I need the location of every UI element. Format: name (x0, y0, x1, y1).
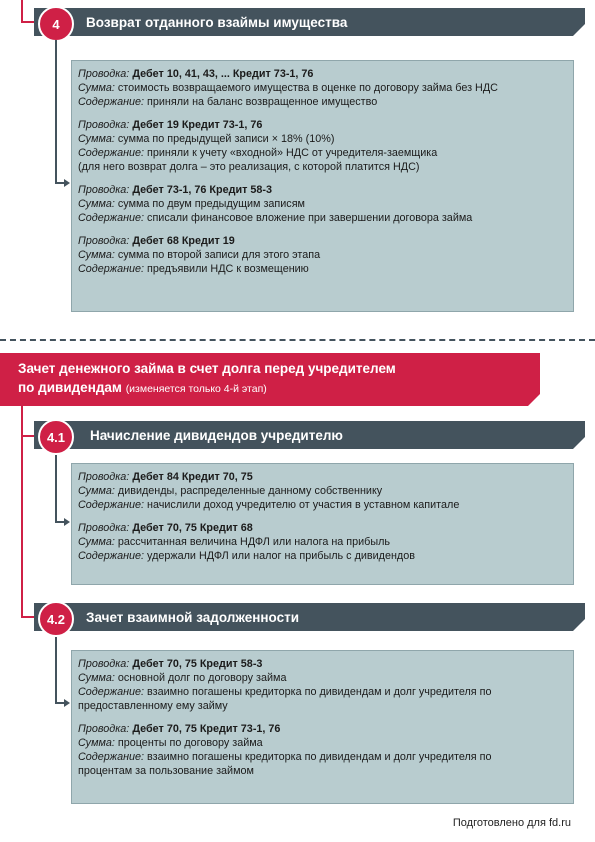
entry-label: Сумма: (78, 249, 115, 261)
entry-line (78, 484, 567, 498)
entry-text: приняли на баланс возвращенное имущество (147, 96, 378, 108)
entry-line (78, 67, 567, 81)
entry-label: Содержание: (78, 550, 145, 562)
stage-header (34, 603, 585, 631)
entry-text: начислили доход учредителю от участия в уставном капитале (147, 499, 460, 511)
connector-line (55, 40, 57, 183)
entry-text: дивиденды, распределенные данному собственнику (117, 485, 383, 497)
entry-accounts: Дебет 19 Кредит 73-1, 76 (132, 119, 263, 131)
entry-text: удержали НДФЛ или налог на прибыль с дивидендов (147, 550, 415, 562)
connector-line (21, 21, 35, 23)
entry-line (78, 81, 567, 95)
entry-text: сумма по двум предыдущим записям (117, 198, 305, 210)
entry-accounts: Дебет 68 Кредит 19 (132, 235, 235, 247)
entry-line (78, 750, 567, 764)
entries-box (71, 463, 574, 585)
posting-entry (78, 657, 567, 713)
entry-line (78, 248, 567, 262)
entry-label: Содержание: (78, 499, 145, 511)
entry-text: рассчитанная величина НДФЛ или налога на прибыль (117, 536, 391, 548)
entry-label: Сумма: (78, 737, 115, 749)
entry-text: основной долг по договору займа (117, 672, 287, 684)
entry-accounts: Дебет 10, 41, 43, ... Кредит 73-1, 76 (132, 68, 314, 80)
entry-line (78, 722, 567, 736)
stage-header (34, 8, 585, 36)
connector-arrow (64, 518, 70, 526)
entry-text: стоимость возвращаемого имущества в оценке по договору займа без НДС (117, 82, 498, 94)
entry-label: Сумма: (78, 536, 115, 548)
entry-text: списали финансовое вложение при завершении договора займа (147, 212, 473, 224)
entry-line (78, 160, 567, 174)
entry-line (78, 498, 567, 512)
entry-label: Проводка: (78, 522, 130, 534)
entry-label: Содержание: (78, 686, 145, 698)
section-title-note: (изменяется только 4-й этап) (125, 383, 267, 395)
connector-line (21, 616, 35, 618)
entry-label: Проводка: (78, 471, 130, 483)
credit-text: Подготовлено для fd.ru (452, 817, 571, 829)
entry-text: предъявили НДС к возмещению (147, 263, 309, 275)
entry-text: (для него возврат долга – это реализация, с которой платится НДС) (78, 161, 420, 173)
entry-label: Содержание: (78, 96, 145, 108)
stage-title: Начисление дивидендов учредителю (90, 427, 343, 443)
section-title-line2: по дивидендам (18, 380, 122, 395)
entry-accounts: Дебет 73-1, 76 Кредит 58-3 (132, 184, 273, 196)
posting-entry (78, 67, 567, 109)
entry-line (78, 95, 567, 109)
entry-line (78, 146, 567, 160)
entries-box (71, 60, 574, 312)
stage-title: Возврат отданного взаймы имущества (86, 14, 348, 30)
entry-label: Содержание: (78, 212, 145, 224)
entry-line (78, 657, 567, 671)
connector-line (55, 455, 57, 522)
entry-line (78, 118, 567, 132)
connector-line (21, 435, 35, 437)
entry-line (78, 183, 567, 197)
entry-line (78, 764, 567, 778)
entry-line (78, 470, 567, 484)
entry-line (78, 549, 567, 563)
entry-text: взаимно погашены кредиторка по дивидендам и долг учредителя по (147, 686, 492, 698)
section-title-line1: Зачет денежного займа в счет долга перед учредителем (18, 361, 396, 376)
posting-entry (78, 118, 567, 174)
entry-accounts: Дебет 70, 75 Кредит 68 (132, 522, 253, 534)
entry-line (78, 262, 567, 276)
entries-box (71, 650, 574, 804)
section-title-box (0, 353, 540, 406)
entry-label: Проводка: (78, 119, 130, 131)
entry-label: Проводка: (78, 184, 130, 196)
entry-label: Сумма: (78, 133, 115, 145)
posting-entry (78, 722, 567, 778)
entry-line (78, 211, 567, 225)
posting-entry (78, 183, 567, 225)
entry-text: процентам за пользование займом (78, 765, 254, 777)
entry-text: взаимно погашены кредиторка по дивидендам и долг учредителя по (147, 751, 492, 763)
section-separator (0, 339, 595, 341)
connector-arrow (64, 179, 70, 187)
entry-line (78, 521, 567, 535)
entry-text: проценты по договору займа (117, 737, 263, 749)
posting-entry (78, 470, 567, 512)
posting-entry (78, 234, 567, 276)
entry-label: Содержание: (78, 751, 145, 763)
entry-line (78, 535, 567, 549)
entry-accounts: Дебет 84 Кредит 70, 75 (132, 471, 253, 483)
connector-line (55, 637, 57, 703)
entry-text: сумма по второй записи для этого этапа (117, 249, 321, 261)
entry-label: Проводка: (78, 68, 130, 80)
entry-text: приняли к учету «входной» НДС от учредителя-заемщика (147, 147, 438, 159)
stage-badge: 4 (38, 6, 74, 42)
entry-label: Содержание: (78, 263, 145, 275)
entry-accounts: Дебет 70, 75 Кредит 58-3 (132, 658, 263, 670)
entry-line (78, 132, 567, 146)
entry-label: Сумма: (78, 672, 115, 684)
stage-badge: 4.2 (38, 601, 74, 637)
stage-badge: 4.1 (38, 419, 74, 455)
entry-text: сумма по предыдущей записи × 18% (10%) (117, 133, 335, 145)
connector-line (21, 0, 23, 22)
entry-line (78, 671, 567, 685)
entry-label: Сумма: (78, 198, 115, 210)
entry-line (78, 197, 567, 211)
entry-label: Проводка: (78, 723, 130, 735)
entry-label: Проводка: (78, 235, 130, 247)
entry-line (78, 685, 567, 699)
entry-label: Содержание: (78, 147, 145, 159)
entry-accounts: Дебет 70, 75 Кредит 73-1, 76 (132, 723, 281, 735)
entry-text: предоставленному ему займу (78, 700, 228, 712)
entry-label: Сумма: (78, 485, 115, 497)
connector-arrow (64, 699, 70, 707)
entry-label: Сумма: (78, 82, 115, 94)
entry-line (78, 234, 567, 248)
stage-header (34, 421, 585, 449)
entry-line (78, 736, 567, 750)
entry-label: Проводка: (78, 658, 130, 670)
entry-line (78, 699, 567, 713)
stage-title: Зачет взаимной задолженности (86, 609, 300, 625)
connector-line (21, 406, 23, 436)
posting-entry (78, 521, 567, 563)
connector-line (21, 437, 23, 617)
